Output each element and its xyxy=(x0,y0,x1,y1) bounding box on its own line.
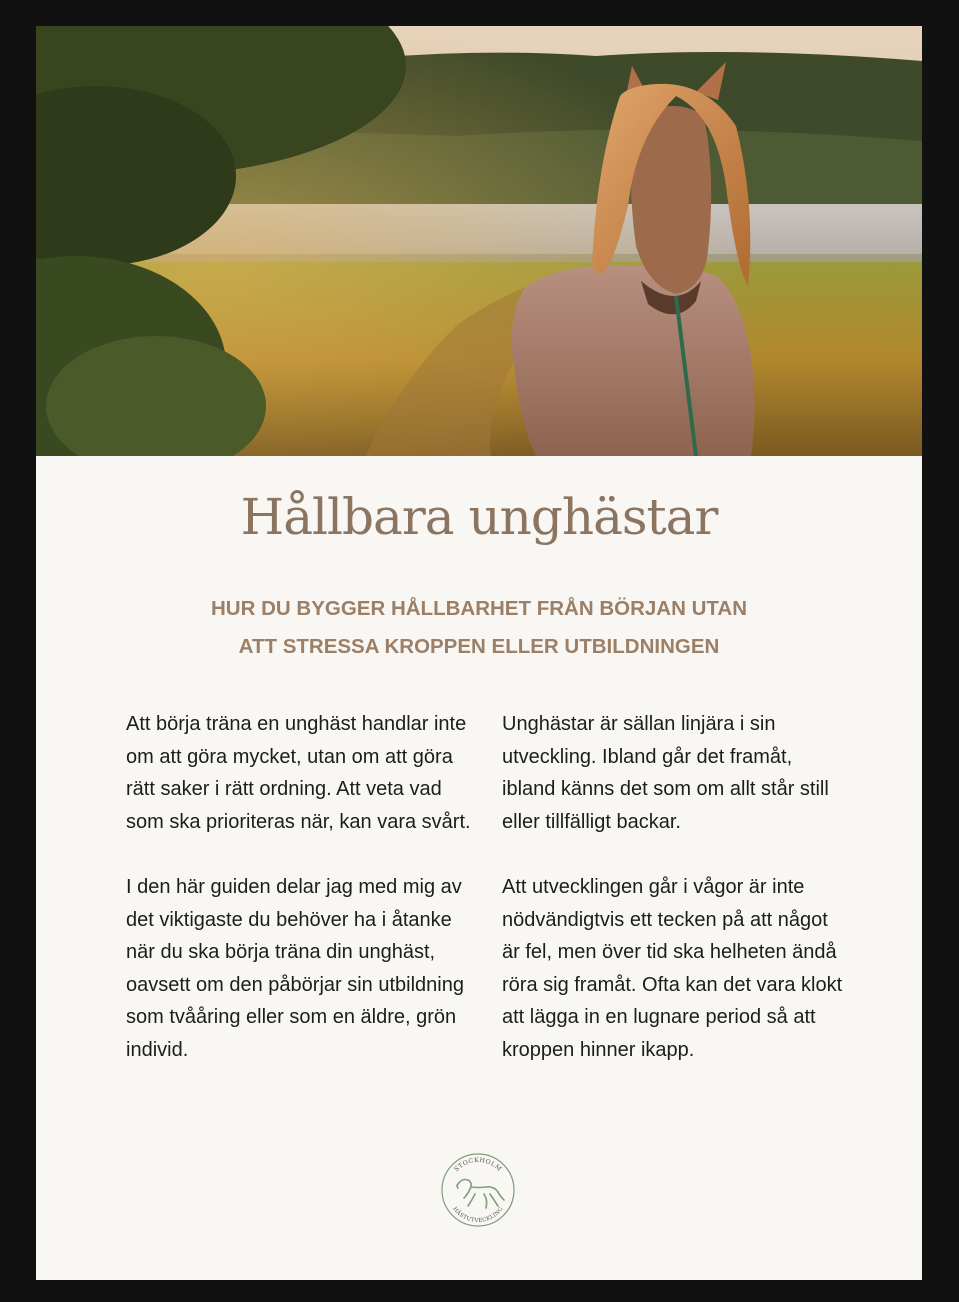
hero-image xyxy=(36,26,922,456)
left-column xyxy=(126,708,471,1099)
logo-top-text: STOCKHOLM xyxy=(453,1156,503,1174)
page-title: Hållbara unghästar xyxy=(240,488,718,546)
brand-logo xyxy=(438,1150,518,1230)
paragraph: Att börja träna en unghäst handlar inte om att göra mycket, utan om att göra rätt saker i rätt ordning. Att veta vad som ska prioriteras när, kan vara svårt. xyxy=(126,713,471,833)
paragraph: Unghästar är sällan linjära i sin utveckling. Ibland går det framåt, ibland känns det som om allt står still eller tillfälligt backar. xyxy=(502,713,829,833)
paragraph: Att utvecklingen går i vågor är inte nödvändigtvis ett tecken på att något är fel, men över tid ska helheten ändå röra sig framåt. Ofta kan det vara klokt att lägga in en lugnare period så att kroppen hinner ikapp. xyxy=(502,875,843,1061)
document-page xyxy=(36,26,922,1280)
subtitle-line-2: ATT STRESSA KROPPEN ELLER UTBILDNINGEN xyxy=(238,635,720,658)
subtitle xyxy=(156,590,802,666)
horse-icon xyxy=(457,1180,504,1209)
subtitle-line-1: HUR DU BYGGER HÅLLBARHET FRÅN BÖRJAN UTAN xyxy=(210,597,748,620)
paragraph: I den här guiden delar jag med mig av det viktigaste du behöver ha i åtanke när du ska börja träna din unghäst, oavsett om den påbörjar sin utbildning som tvååring eller som en äldre, grön individ. xyxy=(126,875,464,1061)
right-column xyxy=(502,708,847,1099)
svg-text:STOCKHOLM xyxy=(453,1157,503,1173)
logo-bottom-text: HÄSTUTVECKLING xyxy=(451,1206,505,1225)
